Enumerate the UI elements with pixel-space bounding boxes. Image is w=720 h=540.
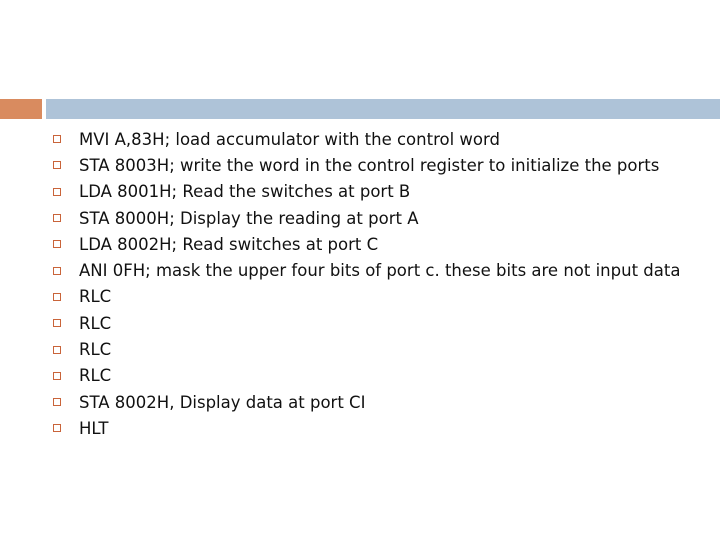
list-item — [52, 205, 680, 231]
header-accent-bar-orange — [0, 99, 42, 119]
instruction-text: RLC — [79, 366, 112, 386]
instruction-text: ANI 0FH; mask the upper four bits of port c. these bits are not input data — [79, 261, 681, 281]
list-item — [52, 363, 680, 389]
instruction-text: RLC — [79, 340, 112, 360]
square-bullet-icon — [53, 240, 61, 248]
header-accent-bar-blue — [46, 99, 720, 119]
list-item — [52, 152, 680, 178]
instruction-text: STA 8003H; write the word in the control register to initialize the ports — [79, 155, 660, 175]
list-item — [52, 310, 680, 336]
list-item — [52, 179, 680, 205]
square-bullet-icon — [53, 214, 61, 222]
instruction-list — [52, 126, 680, 442]
instruction-text: STA 8002H, Display data at port CI — [79, 392, 366, 412]
square-bullet-icon — [53, 267, 61, 275]
instruction-text: MVI A,83H; load accumulator with the control word — [79, 129, 500, 149]
list-item — [52, 284, 680, 310]
list-item — [52, 257, 680, 283]
instruction-text: LDA 8002H; Read switches at port C — [79, 234, 379, 254]
instruction-text: STA 8000H; Display the reading at port A — [79, 208, 419, 228]
square-bullet-icon — [53, 188, 61, 196]
square-bullet-icon — [53, 398, 61, 406]
instruction-text: LDA 8001H; Read the switches at port B — [79, 182, 411, 202]
square-bullet-icon — [53, 346, 61, 354]
square-bullet-icon — [53, 161, 61, 169]
square-bullet-icon — [53, 135, 61, 143]
square-bullet-icon — [53, 293, 61, 301]
list-item — [52, 389, 680, 415]
instruction-text: RLC — [79, 313, 112, 333]
list-item — [52, 231, 680, 257]
square-bullet-icon — [53, 319, 61, 327]
instruction-text: HLT — [79, 418, 109, 438]
list-item — [52, 126, 680, 152]
square-bullet-icon — [53, 372, 61, 380]
list-item — [52, 336, 680, 362]
list-item — [52, 415, 680, 441]
instruction-text: RLC — [79, 287, 112, 307]
square-bullet-icon — [53, 424, 61, 432]
